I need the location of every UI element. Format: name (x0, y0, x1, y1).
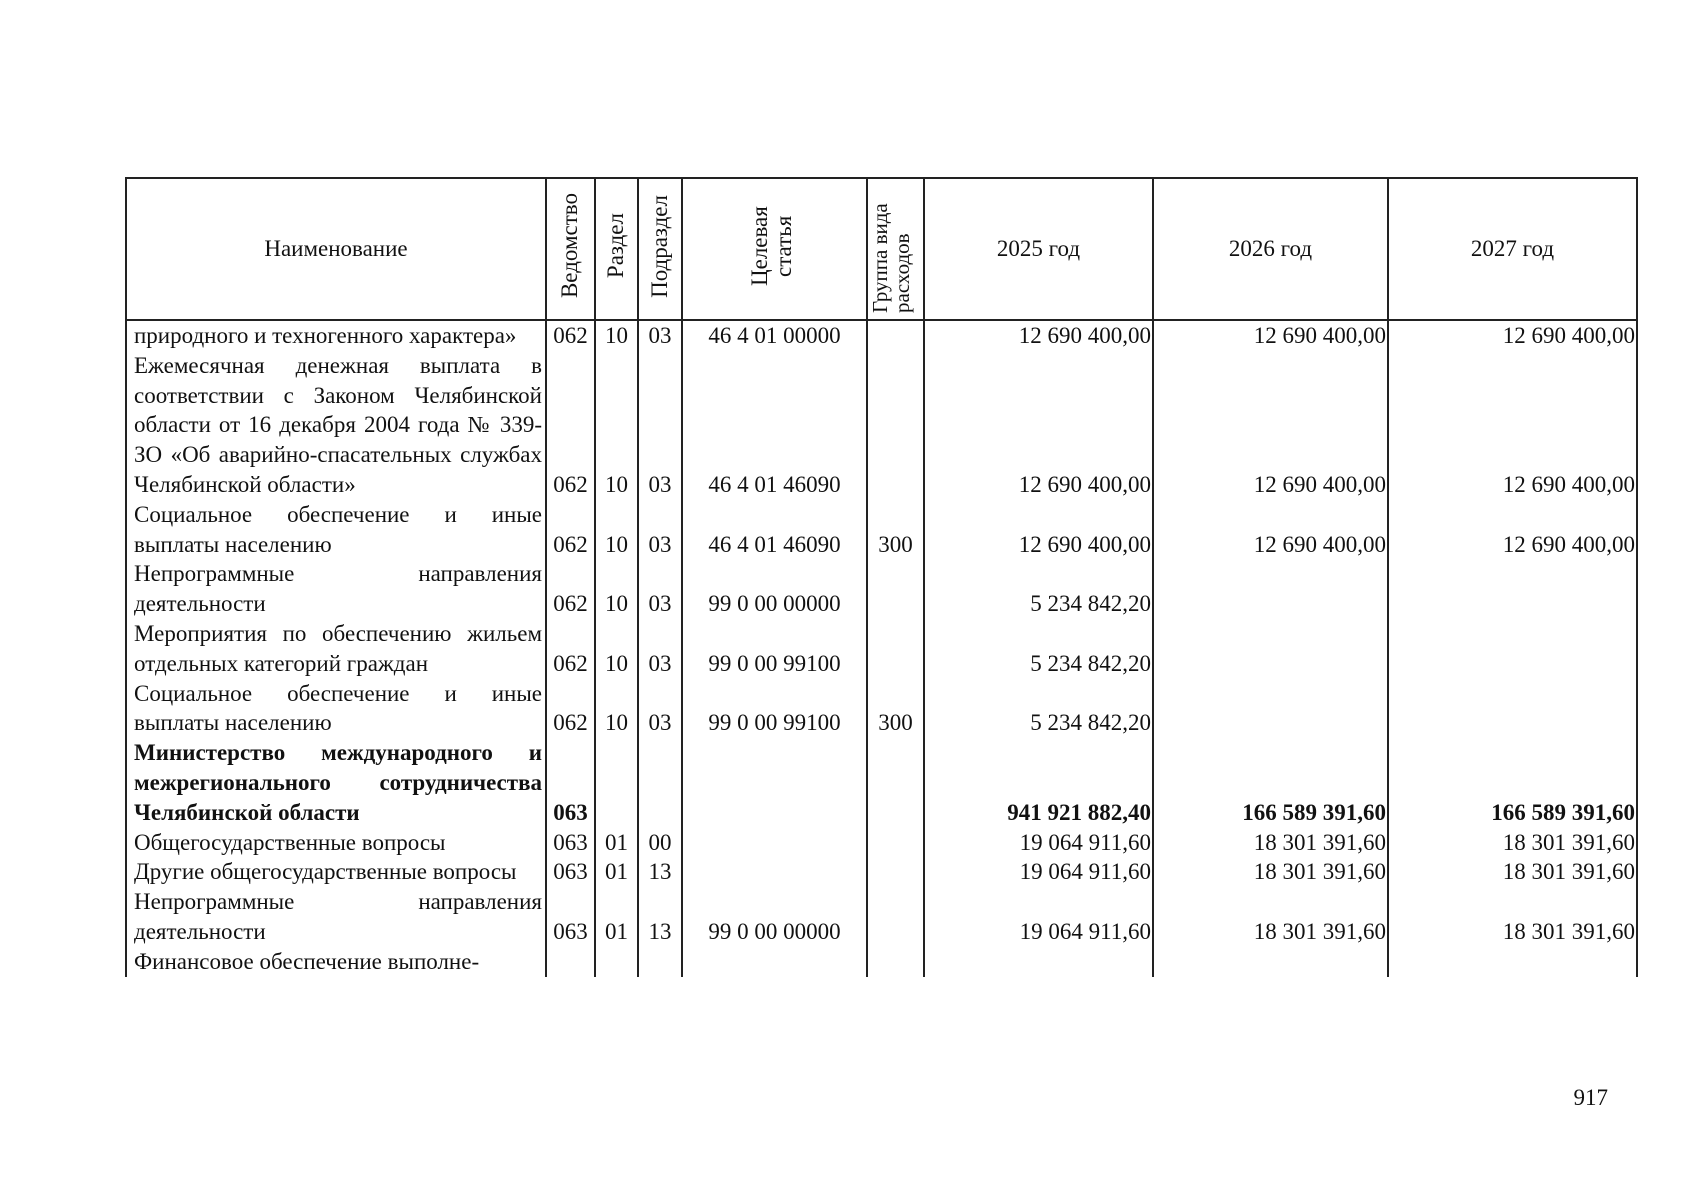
cell-2027: 12 690 400,00 (1388, 500, 1637, 560)
cell-2027 (1388, 619, 1637, 679)
cell-2026: 12 690 400,00 (1153, 351, 1388, 500)
cell-name: Социальное обеспечение и иные выплаты населению (126, 679, 546, 739)
table-header-row (126, 178, 1637, 320)
cell-department: 062 (546, 351, 595, 500)
cell-expense-group (867, 738, 924, 827)
cell-2026 (1153, 619, 1388, 679)
cell-expense-group (867, 887, 924, 947)
cell-section (595, 738, 638, 827)
cell-expense-group (867, 828, 924, 858)
cell-2026: 18 301 391,60 (1153, 828, 1388, 858)
cell-department: 063 (546, 828, 595, 858)
cell-2027 (1388, 679, 1637, 739)
cell-section: 10 (595, 500, 638, 560)
table-row (126, 351, 1637, 500)
cell-2025 (924, 947, 1153, 977)
cell-target-item (682, 857, 867, 887)
cell-department (546, 947, 595, 977)
cell-expense-group (867, 559, 924, 619)
cell-department: 062 (546, 559, 595, 619)
cell-section: 01 (595, 887, 638, 947)
cell-subsection: 03 (638, 500, 682, 560)
cell-target-item (682, 828, 867, 858)
table-row (126, 679, 1637, 739)
cell-name: Непрограммные направления деятельности (126, 887, 546, 947)
cell-department: 063 (546, 738, 595, 827)
cell-2027 (1388, 947, 1637, 977)
header-department: Ведомство (546, 178, 595, 320)
cell-2026: 18 301 391,60 (1153, 857, 1388, 887)
table-row (126, 619, 1637, 679)
cell-target-item: 46 4 01 46090 (682, 351, 867, 500)
cell-subsection: 03 (638, 559, 682, 619)
cell-expense-group (867, 947, 924, 977)
cell-2026 (1153, 947, 1388, 977)
header-expense-group: Группа вида расходов (867, 178, 924, 320)
cell-target-item: 46 4 01 46090 (682, 500, 867, 560)
cell-2027: 18 301 391,60 (1388, 857, 1637, 887)
cell-target-item (682, 947, 867, 977)
cell-2025: 19 064 911,60 (924, 887, 1153, 947)
cell-name: Другие общегосударственные вопросы (126, 857, 546, 887)
cell-section: 10 (595, 559, 638, 619)
cell-subsection: 03 (638, 320, 682, 351)
table-row (126, 887, 1637, 947)
table-row (126, 857, 1637, 887)
header-target-item: Целевая статья (682, 178, 867, 320)
table-row (126, 738, 1637, 827)
cell-name: Непрограммные направления деятельности (126, 559, 546, 619)
table-row (126, 947, 1637, 977)
cell-department: 063 (546, 857, 595, 887)
cell-2026: 12 690 400,00 (1153, 500, 1388, 560)
header-section: Раздел (595, 178, 638, 320)
cell-subsection (638, 738, 682, 827)
cell-subsection: 03 (638, 619, 682, 679)
cell-2027: 12 690 400,00 (1388, 351, 1637, 500)
cell-expense-group (867, 619, 924, 679)
cell-subsection: 13 (638, 887, 682, 947)
cell-section: 10 (595, 320, 638, 351)
cell-name: Общегосударственные вопросы (126, 828, 546, 858)
cell-name: природного и техногенного характера» (126, 320, 546, 351)
cell-target-item: 99 0 00 99100 (682, 679, 867, 739)
cell-expense-group (867, 320, 924, 351)
cell-target-item (682, 738, 867, 827)
cell-2027: 12 690 400,00 (1388, 320, 1637, 351)
cell-2025: 941 921 882,40 (924, 738, 1153, 827)
cell-target-item: 46 4 01 00000 (682, 320, 867, 351)
cell-section: 01 (595, 857, 638, 887)
cell-2025: 19 064 911,60 (924, 857, 1153, 887)
cell-2025: 12 690 400,00 (924, 320, 1153, 351)
cell-expense-group (867, 857, 924, 887)
cell-2025: 5 234 842,20 (924, 679, 1153, 739)
header-name: Наименование (126, 178, 546, 320)
cell-2026 (1153, 559, 1388, 619)
cell-2026 (1153, 679, 1388, 739)
budget-table (125, 177, 1638, 977)
cell-subsection (638, 947, 682, 977)
table-row (126, 320, 1637, 351)
cell-department: 062 (546, 320, 595, 351)
cell-2025: 19 064 911,60 (924, 828, 1153, 858)
cell-target-item: 99 0 00 00000 (682, 559, 867, 619)
page-number: 917 (1573, 1085, 1608, 1110)
cell-name: Ежемесячная денежная выплата в соответствии с Законом Челябинской области от 16 декабря 2004 года № 339-ЗО «Об аварийно-спасательных службах Челябинской области» (126, 351, 546, 500)
cell-department: 062 (546, 619, 595, 679)
cell-section (595, 947, 638, 977)
cell-section: 01 (595, 828, 638, 858)
cell-name: Социальное обеспечение и иные выплаты населению (126, 500, 546, 560)
cell-2027: 166 589 391,60 (1388, 738, 1637, 827)
budget-table-sheet (125, 177, 1636, 977)
cell-name: Министерство международного и межрегионального сотрудничества Челябинской области (126, 738, 546, 827)
cell-expense-group: 300 (867, 679, 924, 739)
cell-subsection: 00 (638, 828, 682, 858)
cell-2025: 5 234 842,20 (924, 559, 1153, 619)
cell-section: 10 (595, 679, 638, 739)
table-row (126, 559, 1637, 619)
cell-section: 10 (595, 351, 638, 500)
header-2026: 2026 год (1153, 178, 1388, 320)
cell-subsection: 03 (638, 679, 682, 739)
cell-2026: 12 690 400,00 (1153, 320, 1388, 351)
cell-2027: 18 301 391,60 (1388, 828, 1637, 858)
cell-expense-group (867, 351, 924, 500)
header-subsection: Подраздел (638, 178, 682, 320)
table-row (126, 828, 1637, 858)
cell-2027: 18 301 391,60 (1388, 887, 1637, 947)
cell-name: Мероприятия по обеспечению жильем отдельных категорий граждан (126, 619, 546, 679)
cell-subsection: 13 (638, 857, 682, 887)
cell-target-item: 99 0 00 00000 (682, 887, 867, 947)
cell-2025: 12 690 400,00 (924, 351, 1153, 500)
header-2027: 2027 год (1388, 178, 1637, 320)
cell-subsection: 03 (638, 351, 682, 500)
cell-department: 062 (546, 500, 595, 560)
cell-2025: 12 690 400,00 (924, 500, 1153, 560)
cell-2027 (1388, 559, 1637, 619)
header-2025: 2025 год (924, 178, 1153, 320)
cell-section: 10 (595, 619, 638, 679)
cell-2026: 18 301 391,60 (1153, 887, 1388, 947)
cell-2025: 5 234 842,20 (924, 619, 1153, 679)
cell-2026: 166 589 391,60 (1153, 738, 1388, 827)
cell-department: 063 (546, 887, 595, 947)
cell-department: 062 (546, 679, 595, 739)
cell-target-item: 99 0 00 99100 (682, 619, 867, 679)
table-row (126, 500, 1637, 560)
cell-expense-group: 300 (867, 500, 924, 560)
cell-name: Финансовое обеспечение выполне- (126, 947, 546, 977)
table-body (126, 320, 1637, 977)
